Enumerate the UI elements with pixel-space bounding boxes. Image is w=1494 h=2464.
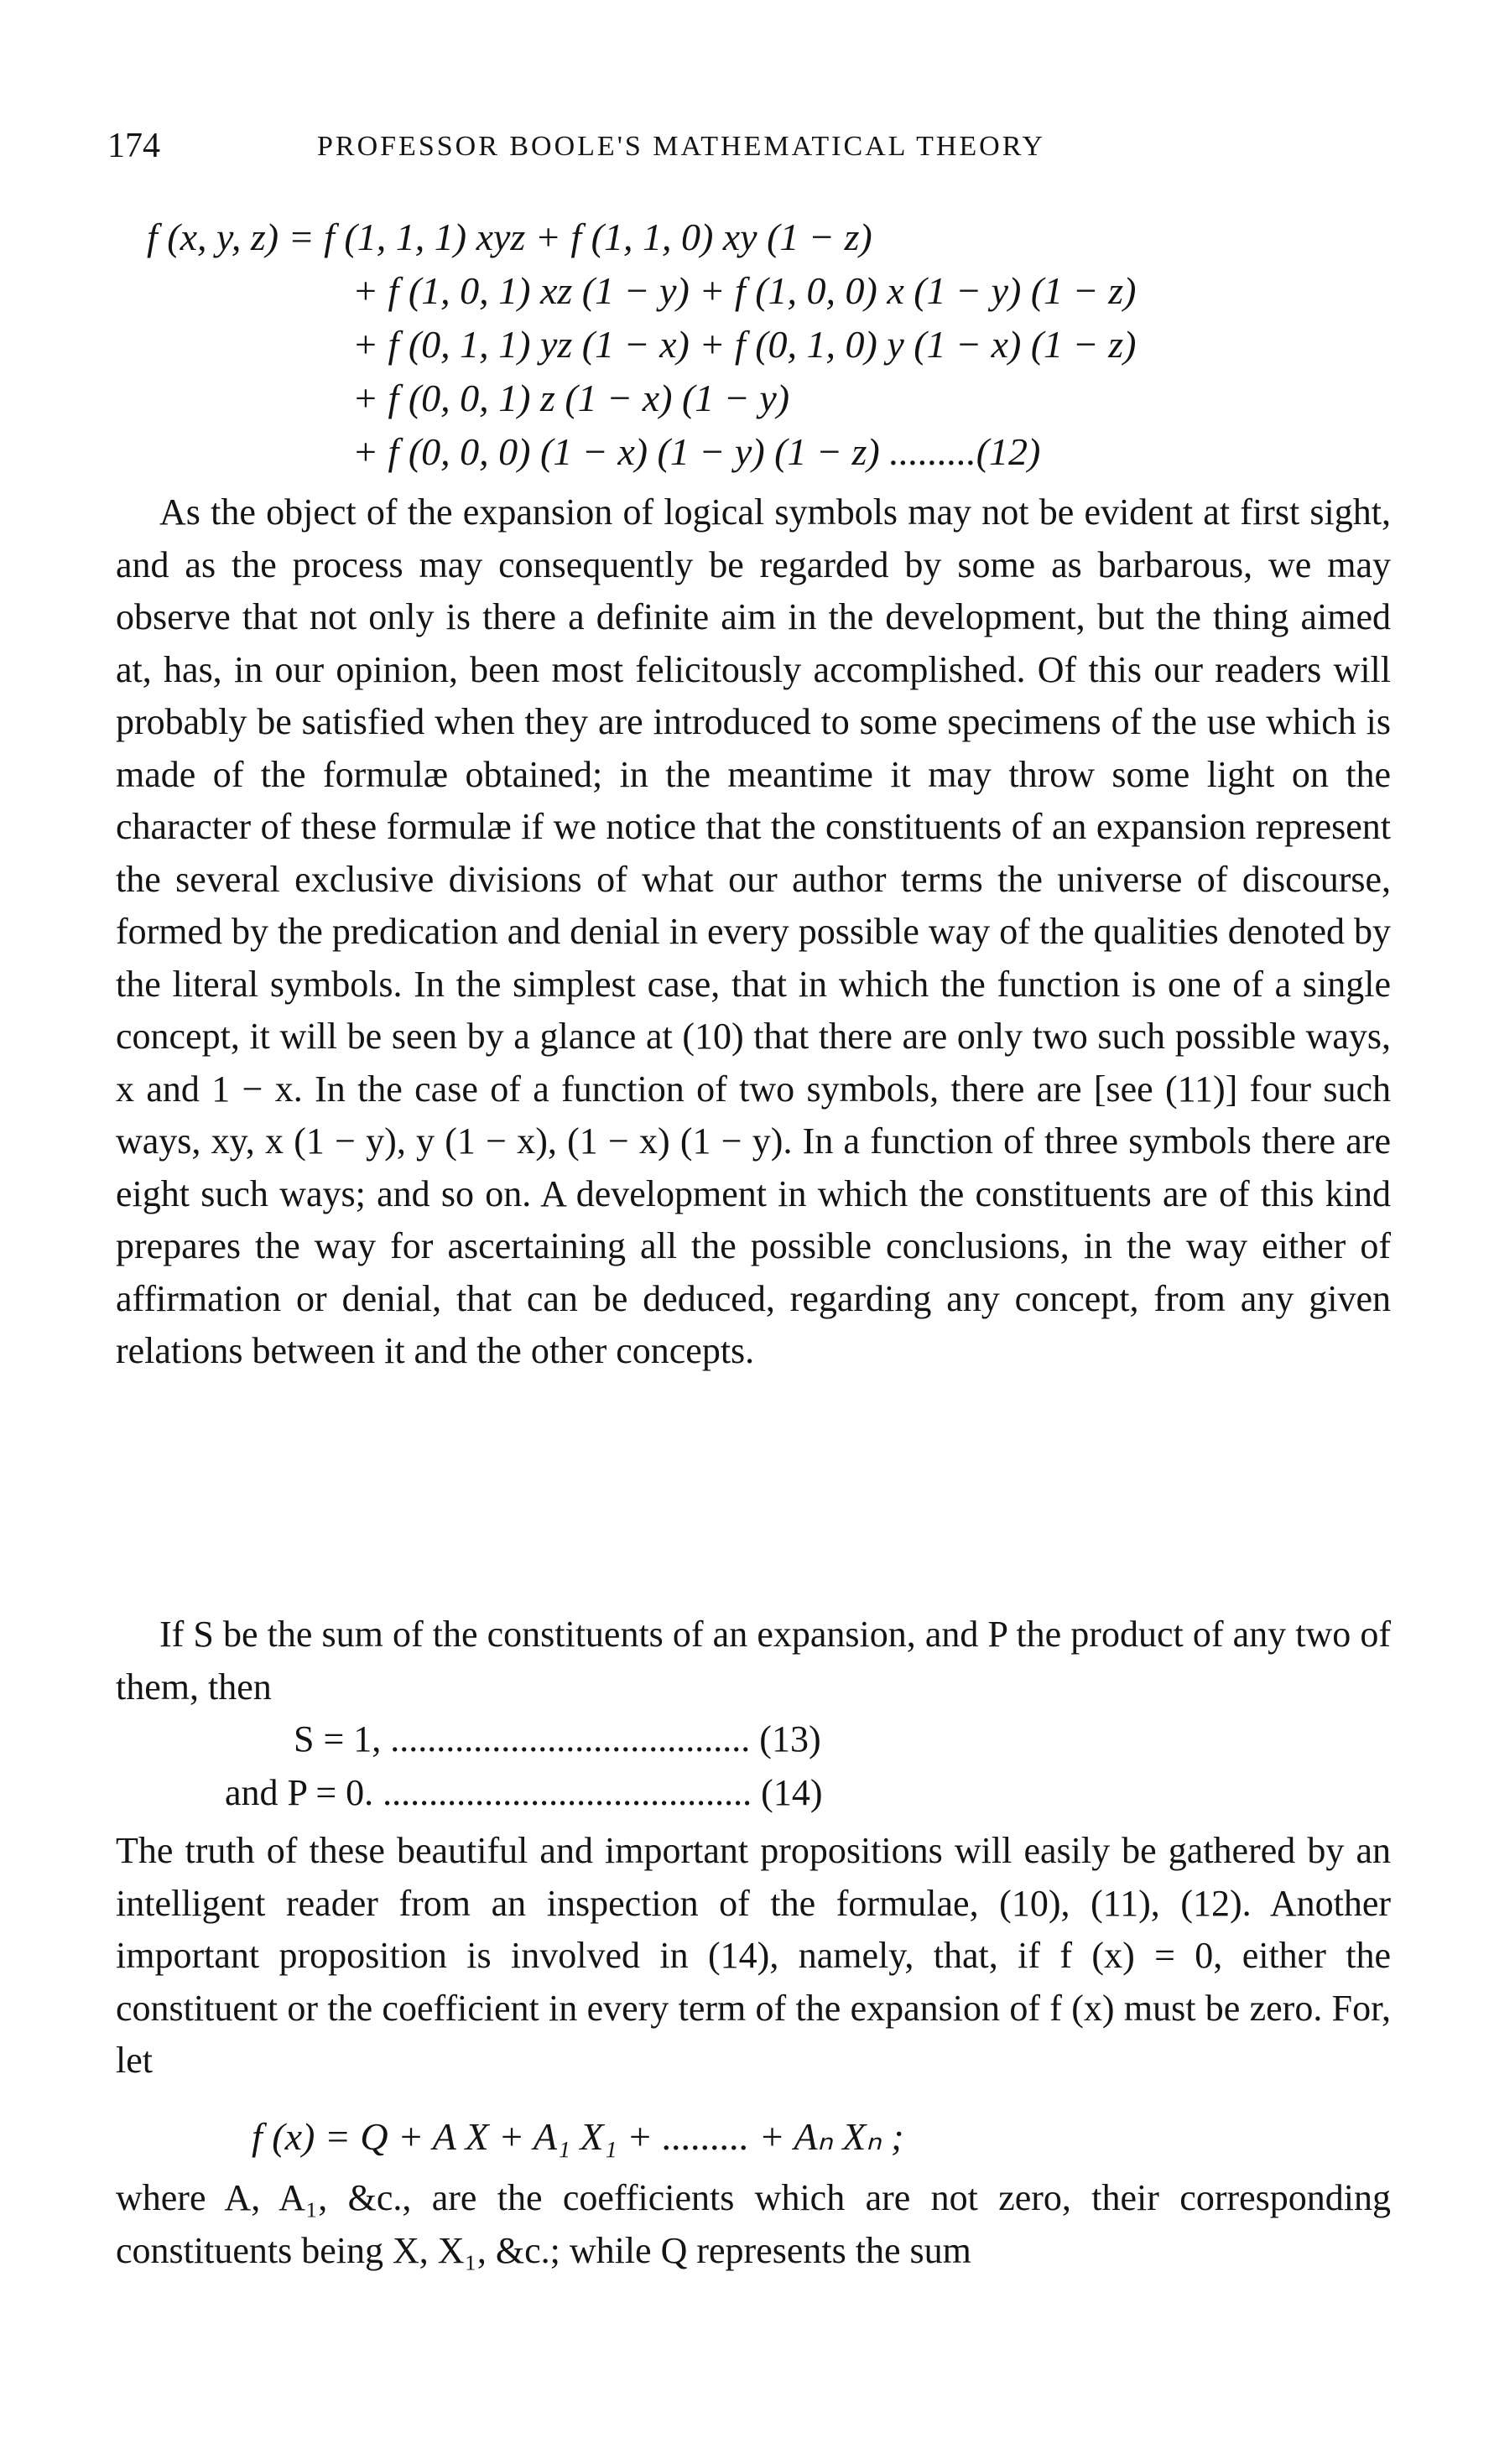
paragraph-expansion: As the object of the expansion of logical symbols may not be evident at first sight, and as the process may consequently be regarded by some as barbarous, we may observe that not only is there a definite aim in the development, but the thing aimed at, has, in our opinion, been most felicitously accomplished. Of this our readers will probably be satisfied when they are introduced to some specimens of the use which is made of the formulæ obtained; in the meantime it may throw some light on the character of these formulæ if we notice that the constituents of an expansion represent the several exclusive divisions of what our author terms the universe of discourse, formed by the predication and denial in every possible way of the qualities denoted by the literal symbols. In the simplest case, that in which the function is one of a single concept, it will be seen by a glance at (10) that there are only two such possible ways, x and 1 − x. In the case of a function of two symbols, there are [see (11)] four such ways, xy, x (1 − y), y (1 − x), (1 − x) (1 − y). In a function of three symbols there are eight such ways; and so on. A development in which the constituents are of this kind prepares the way for ascertaining all the possible conclusions, in the way either of affirmation or denial, that can be deduced, regarding any concept, from any given relations between it and the other concepts. [116,491,1391,1371]
equation-12-line-1: f (x, y, z) = f (1, 1, 1) xyz + f (1, 1, 0) xy (1 − z) [147,216,872,258]
equation-expansion-fx: f (x) = Q + A X + A₁ X₁ + ......... + Aₙ Xₙ ; [252,2115,904,2158]
equation-12-line-5: + f (0, 0, 0) (1 − x) (1 − y) (1 − z) .........(12) [352,430,1041,473]
page-number: 174 [107,127,160,165]
equation-12-line-2: + f (1, 0, 1) xz (1 − y) + f (1, 0, 0) x (1 − y) (1 − z) [352,269,1137,312]
running-title: PROFESSOR BOOLE'S MATHEMATICAL THEORY [317,131,1046,162]
paragraph-coefficients: where A, A₁, &c., are the coefficients which are not zero, their corresponding constituents being X, X₁, &c.; while Q represents the sum [116,2177,1391,2271]
equation-13: S = 1, ....................................... (13) [294,1718,821,1760]
equation-12-line-3: + f (0, 1, 1) yz (1 − x) + f (0, 1, 0) y (1 − x) (1 − z) [352,323,1137,366]
equation-14: and P = 0. ........................................ (14) [225,1772,823,1813]
paragraph-sum-product: If S be the sum of the constituents of an expansion, and P the product of any two of them, then [116,1614,1391,1708]
paragraph-propositions: The truth of these beautiful and important propositions will easily be gathered by an intelligent reader from an inspection of the formulae, (10), (11), (12). Another important proposition is involved in (14), namely, that, if f (x) = 0, either the constituent or the coefficient in every term of the expansion of f (x) must be zero. For, let [116,1830,1391,2081]
equation-12-line-4: + f (0, 0, 1) z (1 − x) (1 − y) [352,377,790,419]
